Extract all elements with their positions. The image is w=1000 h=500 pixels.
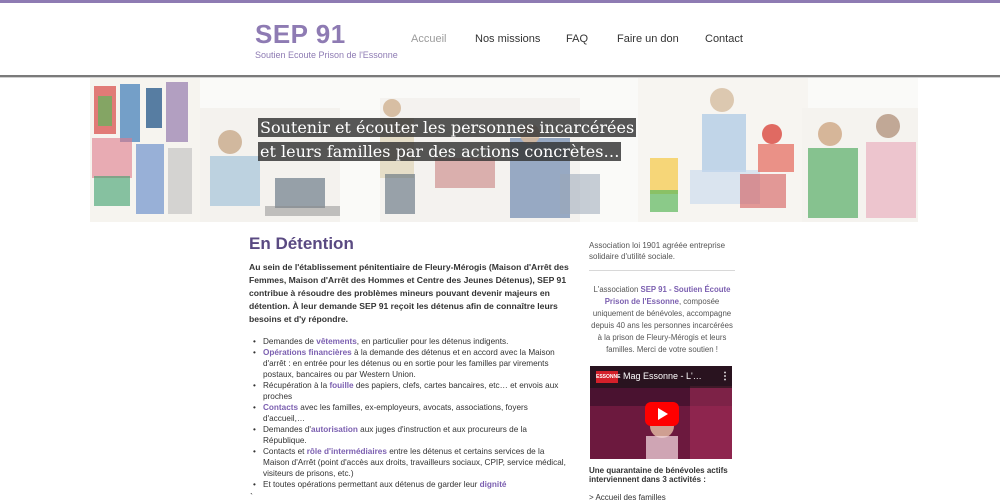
volunteers-heading: Une quarantaine de bénévoles actifs interviennent dans 3 activités : (589, 466, 728, 484)
list-item: • Et toutes opérations permettant aux détenus de garder leur dignité (249, 479, 569, 490)
intro-paragraph: Au sein de l'établissement pénitentiaire de Fleury-Mérogis (Maison d'Arrêt des Femmes, Maison d'Arrêt des Hommes et Centre des Jeunes Détenus), SEP 91 contribue à résoudre des problèmes mineurs pouvant devenir majeurs en détention. À leur demande SEP 91 reçoit les détenus afin de connaître leurs besoins et d'y répondre. (249, 262, 569, 324)
highlight-fouille: fouille (329, 381, 354, 390)
list-item: • Demandes d'autorisation aux juges d'instruction et aux procureurs de la République. (249, 424, 569, 446)
nav-item-nos-missions[interactable]: Nos missions (475, 33, 541, 45)
site-header (0, 3, 1000, 75)
nav-item-faire-un-don[interactable]: Faire un don (617, 33, 679, 45)
video-title[interactable]: Mag Essonne - L'… (623, 371, 702, 381)
list-item: • Contacts et rôle d'intermédiaires entre les détenus et certains services de la Maison d'Arrêt (point d'accès aux droits, travailleurs sociaux, CPIP, service médical, visiteurs de prisons, etc.) (249, 446, 569, 479)
highlight-dignite: dignité (479, 480, 507, 489)
activity-link-accueil-familles[interactable]: > Accueil des familles (589, 493, 666, 500)
list-item: • Contacts avec les familles, ex-employeurs, avocats, associations, foyers d'accueil,… (249, 402, 569, 424)
sidebar (589, 240, 735, 356)
association-name-link[interactable]: SEP 91 - Soutien Écoute Prison de l'Essonne (604, 285, 731, 306)
hero-tagline-line1: Soutenir et écouter les personnes incarcérées (260, 118, 635, 137)
more-options-icon[interactable]: ⋮ (720, 371, 730, 382)
play-button-icon[interactable] (645, 402, 679, 426)
hero-tagline (258, 116, 636, 164)
main-content (249, 234, 569, 490)
nav-item-accueil[interactable]: Accueil (411, 33, 447, 45)
list-item: • Demandes de vêtements, en particulier pour les détenus indigents. (249, 336, 569, 347)
highlight-contacts: Contacts (263, 403, 299, 412)
list-item: • Récupération à la fouille des papiers, clefs, cartes bancaires, etc… et envois aux proches (249, 380, 569, 402)
site-logo-title[interactable]: SEP 91 (255, 19, 346, 49)
hero-tagline-line2: et leurs familles par des actions concrètes… (260, 142, 620, 161)
list-item: • Opérations financières à la demande des détenus et en accord avec la Maison d'arrêt : en entrée pour les détenus ou en sortie pour les familles par virements postaux, bancaires ou par Western Union. (249, 347, 569, 380)
highlight-vetements: vêtements (316, 337, 357, 346)
site-logo-subtitle[interactable]: Soutien Ecoute Prison de l'Essonne (255, 50, 398, 60)
video-embed[interactable] (590, 366, 732, 459)
highlight-autorisation: autorisation (311, 425, 358, 434)
channel-logo[interactable]: ESSONNE (596, 371, 618, 383)
page-title: En Détention (249, 234, 354, 253)
decorative-mark: ` (250, 492, 253, 500)
missions-list (249, 336, 569, 490)
highlight-operations-financieres: Opérations financières (263, 348, 352, 357)
hero-banner (90, 78, 918, 222)
association-status: Association loi 1901 agréée entreprise solidaire d'utilité sociale. (589, 240, 735, 271)
nav-item-contact[interactable]: Contact (705, 33, 743, 45)
nav-item-faq[interactable]: FAQ (566, 33, 589, 45)
highlight-role-intermediaires: rôle d'intermédiaires (306, 447, 387, 456)
association-description: L'association SEP 91 - Soutien Écoute Prison de l'Essonne, composée uniquement de bénévoles, accompagne depuis 40 ans les personnes incarcérées à la prison de Fleury-Mérogis et leurs familles. Merci de votre soutien ! (591, 285, 733, 354)
